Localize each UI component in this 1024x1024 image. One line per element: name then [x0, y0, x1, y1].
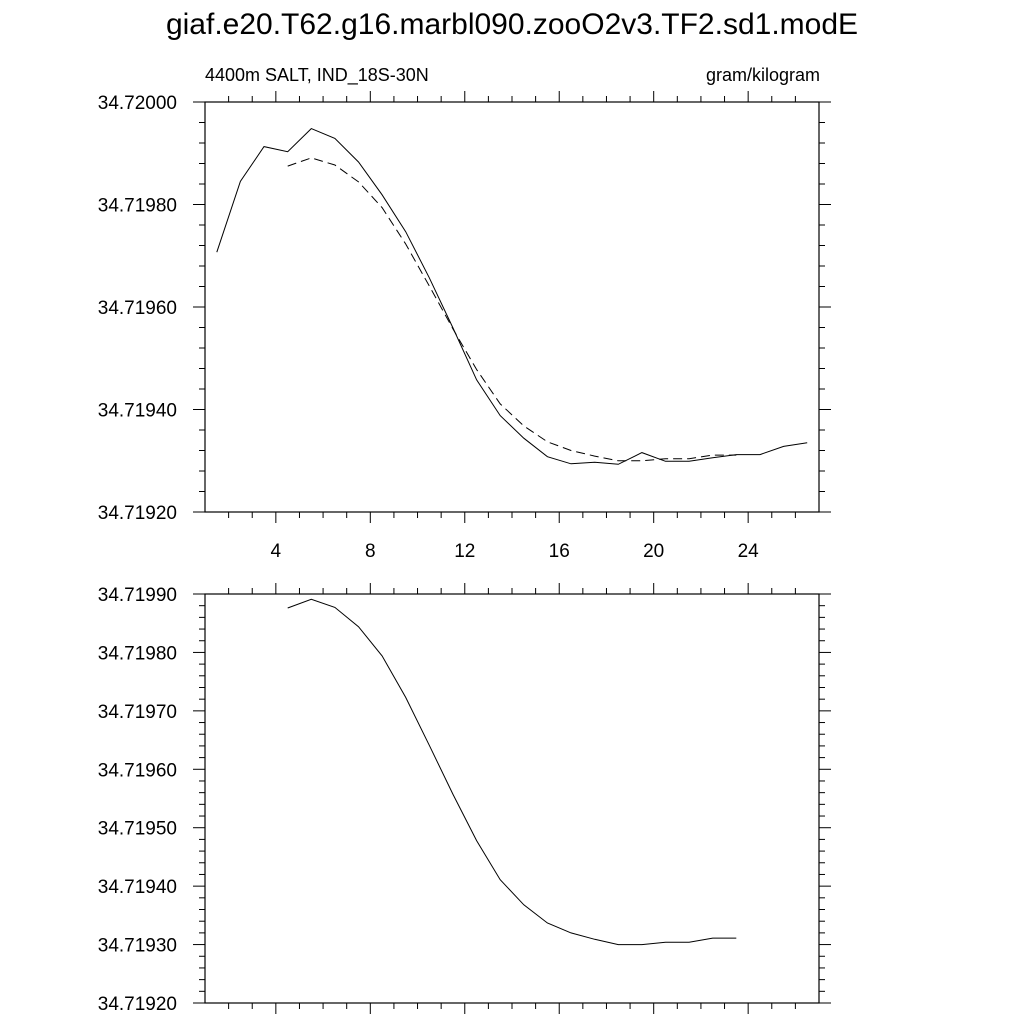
y-tick-label: 34.71960: [97, 760, 177, 782]
plot-frame-2: [205, 594, 819, 1003]
y-tick-label: 34.71920: [97, 503, 177, 524]
y-tick-label: 34.71950: [97, 818, 177, 840]
x-tick-label: 12: [454, 541, 476, 562]
y-tick-label: 34.71980: [97, 195, 177, 217]
y-tick-label: 34.71940: [97, 877, 177, 899]
x-tick-label: 8: [365, 541, 376, 562]
x-tick-label: 20: [643, 541, 665, 562]
y-tick-label: 34.71920: [97, 994, 177, 1015]
series-line-1-1: [217, 129, 807, 465]
series-line-1-2: [288, 158, 737, 461]
chart-subtitle-units: gram/kilogram: [705, 65, 820, 85]
series-line-2-1: [288, 599, 737, 944]
x-tick-label: 4: [270, 541, 282, 562]
chart-title: giaf.e20.T62.g16.marbl090.zooO2v3.TF2.sd1.modE: [165, 8, 859, 41]
y-tick-label: 34.71980: [97, 643, 177, 665]
y-tick-label: 34.71990: [97, 585, 177, 606]
y-tick-label: 34.71940: [97, 400, 177, 422]
y-tick-label: 34.71960: [97, 298, 177, 319]
x-tick-label: 16: [548, 541, 570, 562]
y-tick-label: 34.71930: [97, 935, 177, 957]
y-tick-label: 34.71970: [97, 701, 177, 723]
chart-subtitle-left: 4400m SALT, IND_18S-30N: [205, 65, 429, 85]
plot-frame-1: [205, 102, 819, 512]
x-tick-label: 24: [737, 541, 759, 562]
y-tick-label: 34.72000: [97, 93, 177, 114]
